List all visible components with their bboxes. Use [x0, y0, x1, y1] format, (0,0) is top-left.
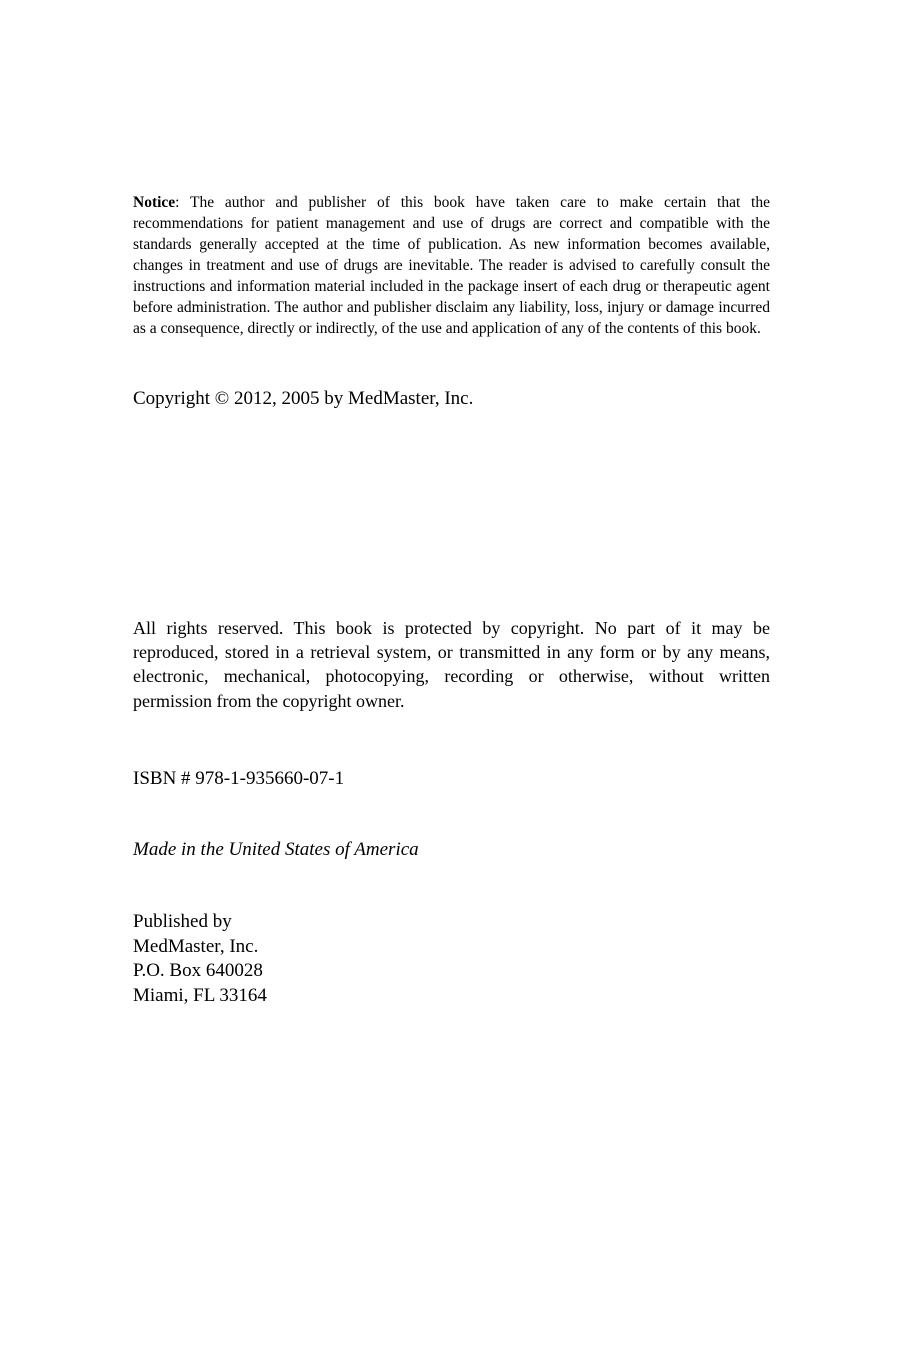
publisher-line-published-by: Published by: [133, 911, 232, 932]
notice-body: : The author and publisher of this book have taken care to make certain that the recommendations for patient management and use of drugs are correct and compatible with the standards generally accepted at the time of publication. As new information becomes available, changes in treatment and use of drugs are inevitable. The reader is advised to carefully consult the instructions and information material included in the package insert of each drug or therapeutic agent before administration. The author and publisher disclaim any liability, loss, injury or damage incurred as a consequence, directly or indirectly, of the use and application of any of the contents of this book.: [133, 193, 770, 337]
copyright-line: Copyright © 2012, 2005 by MedMaster, Inc.: [133, 388, 474, 409]
rights-paragraph: All rights reserved. This book is protected by copyright. No part of it may be reproduced, stored in a retrieval system, or transmitted in any form or by any means, electronic, mechanical, photocopying, recording or otherwise, without written permission from the copyright owner.: [133, 618, 770, 711]
publisher-block: [133, 910, 770, 1008]
publisher-line-company: MedMaster, Inc.: [133, 935, 259, 957]
publisher-line-po-box: P.O. Box 640028: [133, 960, 263, 981]
notice-label: Notice: [133, 193, 176, 211]
notice-paragraph: [133, 192, 770, 339]
isbn-line: ISBN # 978-1-935660-07-1: [133, 768, 345, 789]
made-in-line: Made in the United States of America: [133, 839, 419, 860]
publisher-line-city: Miami, FL 33164: [133, 984, 267, 1006]
